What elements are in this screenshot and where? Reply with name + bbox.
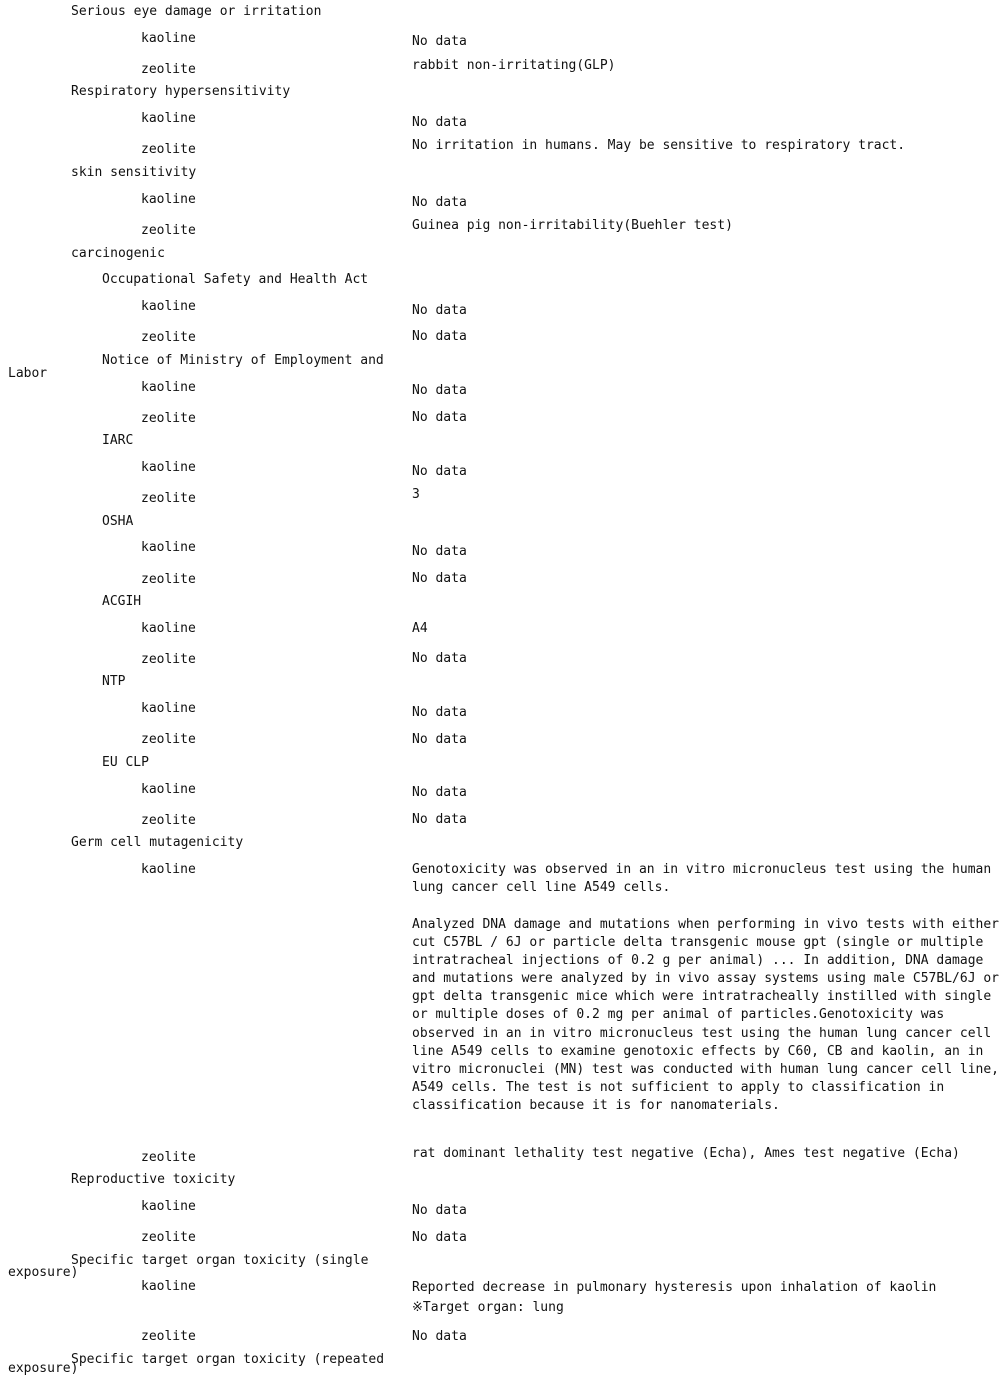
label-kaoline: kaoline [141, 460, 196, 475]
label-zeolite: zeolite [141, 491, 196, 506]
label-zeolite: zeolite [141, 142, 196, 157]
value: No data [412, 1230, 467, 1245]
value: No data [412, 544, 467, 559]
label-zeolite: zeolite [141, 1329, 196, 1344]
value: rabbit non-irritating(GLP) [412, 58, 616, 73]
label-kaoline: kaoline [141, 782, 196, 797]
label-zeolite: zeolite [141, 330, 196, 345]
subsection-title: EU CLP [102, 755, 149, 770]
label-zeolite: zeolite [141, 813, 196, 828]
subsection-title: Notice of Ministry of Employment and [102, 353, 384, 368]
paragraph: Genotoxicity was observed in an in vitro micronucleus test using the human lung cancer cell line A549 cells. [412, 862, 1000, 896]
value: No data [412, 651, 467, 666]
label-zeolite: zeolite [141, 62, 196, 77]
value: No data [412, 195, 467, 210]
subsection-title: ACGIH [102, 594, 142, 609]
label-zeolite: zeolite [141, 223, 196, 238]
section-skin-title: skin sensitivity [71, 165, 197, 180]
value: No data [412, 1329, 467, 1344]
label-zeolite: zeolite [141, 572, 196, 587]
value: No data [412, 34, 467, 49]
value: Guinea pig non-irritability(Buehler test) [412, 218, 733, 233]
value: No data [412, 383, 467, 398]
section-eye-title: Serious eye damage or irritation [71, 4, 322, 19]
value: No data [412, 732, 467, 747]
label-kaoline: kaoline [141, 299, 196, 314]
value: No data [412, 329, 467, 344]
section-stot-single-title: Specific target organ toxicity (single [71, 1253, 369, 1268]
clipped-overflow-text: exposure) [8, 1265, 79, 1280]
label-kaoline: kaoline [141, 540, 196, 555]
clipped-overflow-text: exposure) [8, 1361, 79, 1376]
value: A4 [412, 621, 428, 636]
label-kaoline: kaoline [141, 380, 196, 395]
section-stot-repeat-title: Specific target organ toxicity (repeated [71, 1352, 385, 1367]
label-kaoline: kaoline [141, 621, 196, 636]
subsection-title: IARC [102, 433, 134, 448]
clipped-overflow-text: Labor [8, 366, 48, 381]
value: No data [412, 705, 467, 720]
subsection-title: OSHA [102, 514, 134, 529]
section-resp-title: Respiratory hypersensitivity [71, 84, 291, 99]
value: No data [412, 571, 467, 586]
label-kaoline: kaoline [141, 862, 196, 877]
value: No data [412, 785, 467, 800]
label-kaoline: kaoline [141, 192, 196, 207]
subsection-title: NTP [102, 674, 126, 689]
value: Reported decrease in pulmonary hysteresis upon inhalation of kaolin [412, 1280, 937, 1295]
value: ※Target organ: lung [412, 1300, 564, 1315]
section-repro-title: Reproductive toxicity [71, 1172, 236, 1187]
label-zeolite: zeolite [141, 1150, 196, 1165]
label-zeolite: zeolite [141, 652, 196, 667]
subsection-title: Occupational Safety and Health Act [102, 272, 369, 287]
section-germ-title: Germ cell mutagenicity [71, 835, 244, 850]
value: No data [412, 464, 467, 479]
label-kaoline: kaoline [141, 1199, 196, 1214]
value: No data [412, 410, 467, 425]
section-carc-title: carcinogenic [71, 246, 165, 261]
value: No data [412, 1203, 467, 1218]
value: No irritation in humans. May be sensitive to respiratory tract. [412, 138, 906, 153]
label-kaoline: kaoline [141, 31, 196, 46]
label-kaoline: kaoline [141, 701, 196, 716]
label-kaoline: kaoline [141, 1279, 196, 1294]
value: No data [412, 115, 467, 130]
label-zeolite: zeolite [141, 1230, 196, 1245]
value: No data [412, 303, 467, 318]
value: rat dominant lethality test negative (Echa), Ames test negative (Echa) [412, 1146, 960, 1161]
label-zeolite: zeolite [141, 411, 196, 426]
paragraph: Analyzed DNA damage and mutations when performing in vivo tests with either cut C57BL / 6J or particle delta transgenic mouse gpt (single or multiple intratracheal injections of 0.2 g per animal) ... In addition, DNA damage and mutations were analyzed by in vivo assay systems using male C57BL/6J or gpt delta transgenic mice which were intratracheally instilled with single or multiple doses of 0.2 mg per animal of particles.Genotoxicity was observed in an in vitro micronucleus test using the human lung cancer cell line A549 cells to examine genotoxic effects by C60, CB and kaolin, an in vitro micronuclei (MN) test was conducted with human lung cancer cell line, A549 cells. The test is not sufficient to apply to classification in classification because it is for nanomaterials. [412, 917, 999, 1113]
value: 3 [412, 487, 420, 502]
label-zeolite: zeolite [141, 732, 196, 747]
label-kaoline: kaoline [141, 111, 196, 126]
value: No data [412, 812, 467, 827]
